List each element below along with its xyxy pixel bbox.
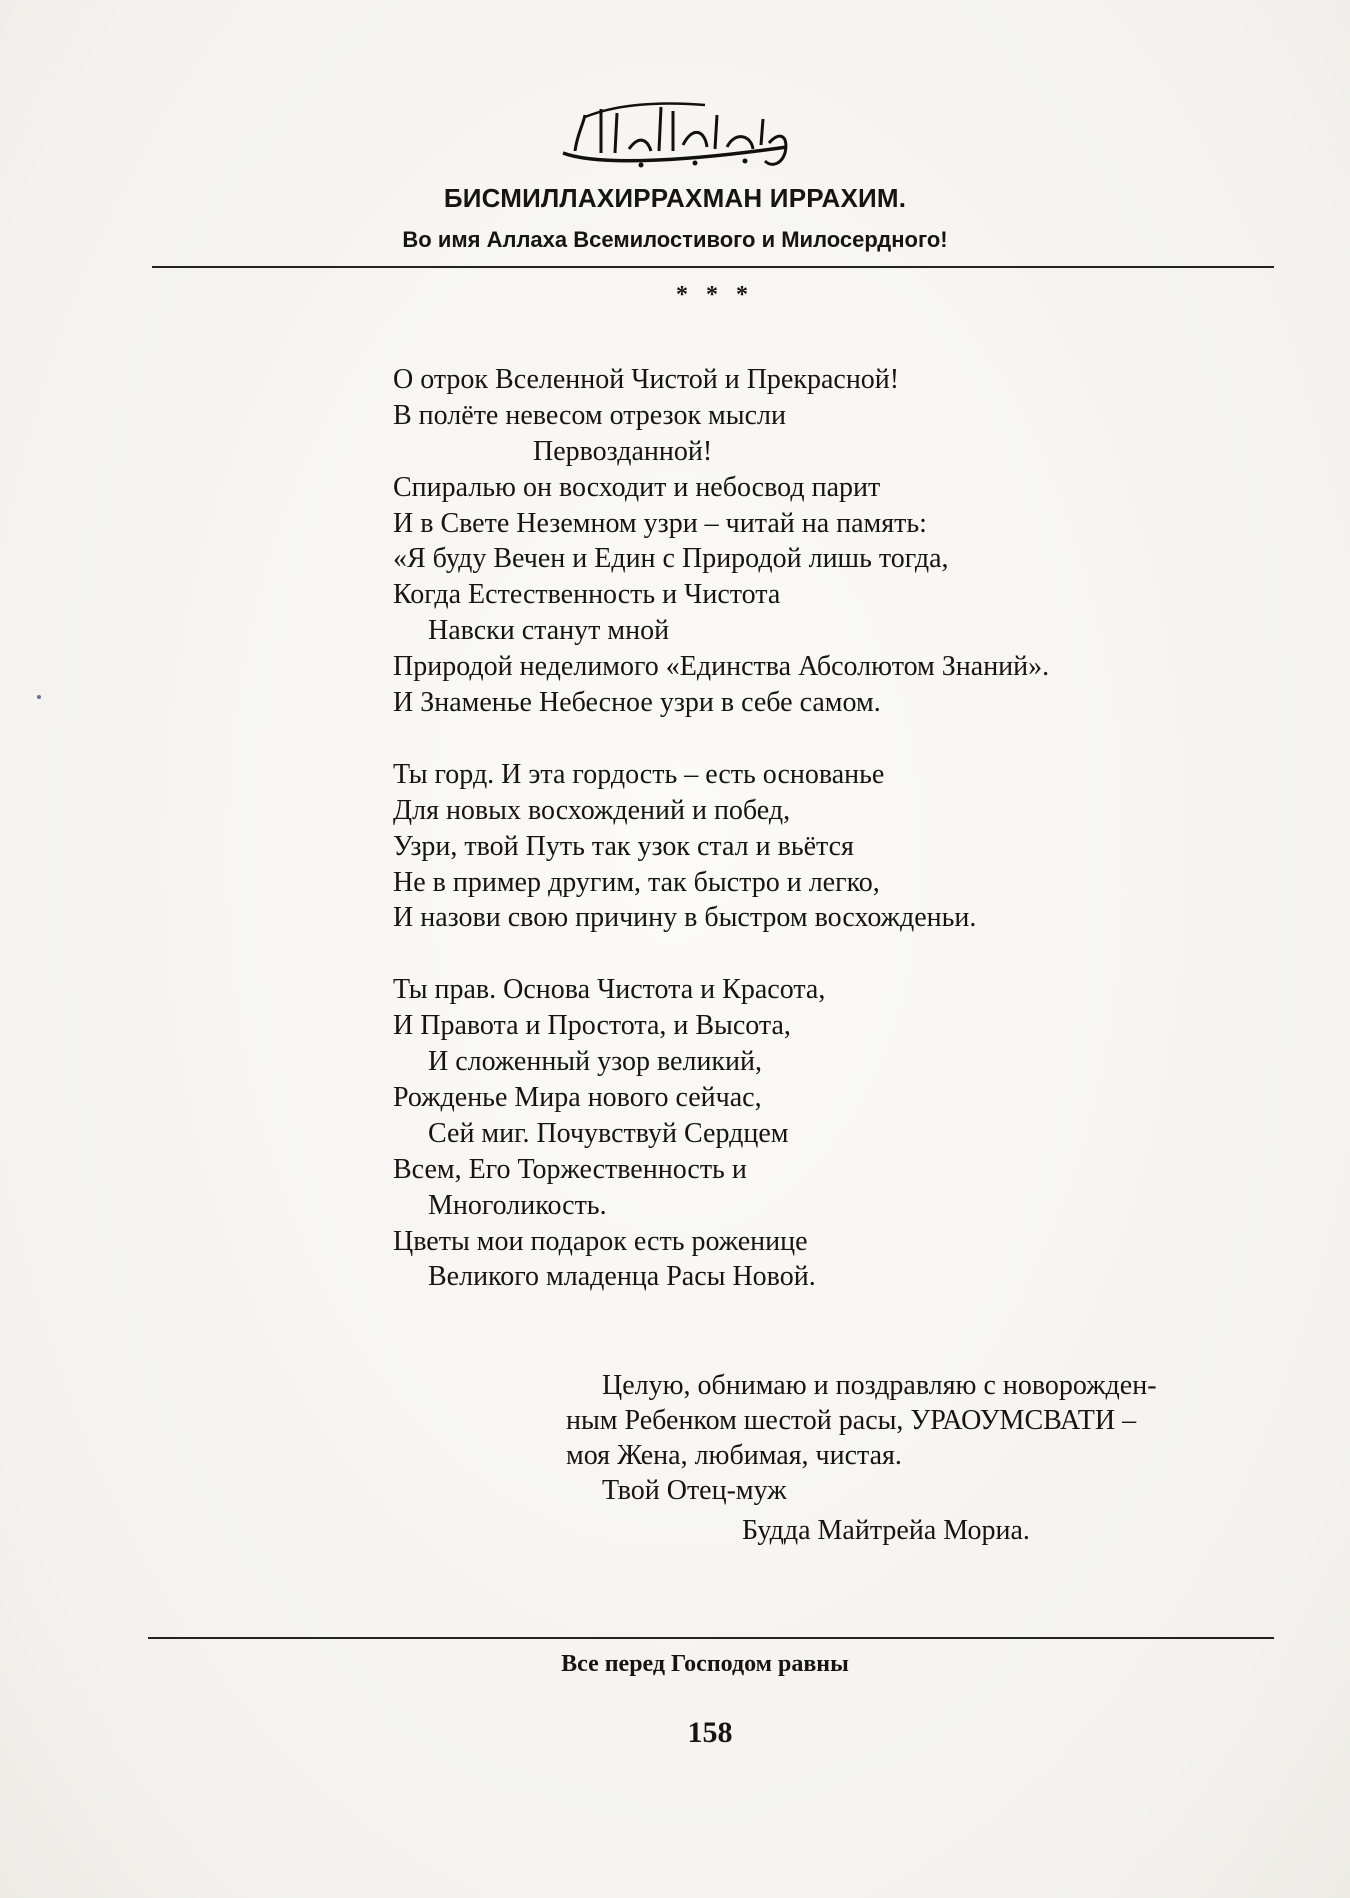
poem-line: Навски станут мной <box>393 615 670 647</box>
poem-line: Первозданной! <box>393 435 713 467</box>
signature-line: Твой Отец-муж <box>602 1475 787 1506</box>
poem-line: Великого младенца Расы Новой. <box>393 1261 816 1293</box>
poem-line: Когда Естественность и Чистота <box>393 579 781 611</box>
stanza-gap <box>393 936 1293 972</box>
ornament-stars: * * * <box>676 282 754 308</box>
poem-line: Рожденье Мира нового сейчас, <box>393 1082 762 1114</box>
poem-line: Для новых восхождений и побед, <box>393 794 791 826</box>
greeting-line: Целую, обнимаю и поздравляю с новорожден- <box>602 1370 1157 1401</box>
poem-line: Не в пример другим, так быстро и легко, <box>393 866 880 898</box>
poem-line: И Знаменье Небесное узри в себе самом. <box>393 687 881 719</box>
greeting-line: моя Жена, любимая, чистая. <box>566 1440 902 1471</box>
footer-divider <box>148 1637 1274 1639</box>
scan-speck <box>37 695 41 699</box>
poem-line: И Правота и Простота, и Высота, <box>393 1010 791 1042</box>
poem <box>393 362 1293 1295</box>
poem-line: Многоликость. <box>393 1189 607 1221</box>
page-number: 158 <box>687 1716 733 1749</box>
poem-line: О отрок Вселенной Чистой и Прекрасной! <box>393 364 900 395</box>
header-subtitle: Во имя Аллаха Всемилостивого и Милосердного! <box>402 227 948 252</box>
poem-line: Цветы мои подарок есть роженице <box>393 1225 808 1257</box>
header-divider <box>152 266 1274 268</box>
poem-line: Всем, Его Торжественность и <box>393 1153 747 1185</box>
greeting <box>566 1368 1256 1473</box>
poem-line: Ты прав. Основа Чистота и Красота, <box>393 974 826 1006</box>
poem-line: И назови свою причину в быстром восхожденьи. <box>393 902 977 934</box>
poem-line: Узри, твой Путь так узок стал и вьётся <box>393 830 854 862</box>
stanza-gap <box>393 721 1293 757</box>
running-title: Все перед Господом равны <box>561 1651 849 1677</box>
poem-line: И сложенный узор великий, <box>393 1046 763 1078</box>
greeting-line: ным Ребенком шестой расы, УРАОУМСВАТИ – <box>566 1405 1137 1436</box>
poem-line: Сей миг. Почувствуй Сердцем <box>393 1117 789 1149</box>
poem-line: В полёте невесом отрезок мысли <box>393 399 786 431</box>
header-title: БИСМИЛЛАХИРРАХМАН ИРРАХИМ. <box>443 183 907 213</box>
poem-line: Ты горд. И эта гордость – есть основанье <box>393 758 885 790</box>
poem-line: «Я буду Вечен и Един с Природой лишь тогда, <box>393 543 949 575</box>
poem-line: Природой неделимого «Единства Абсолютом Знаний». <box>393 651 1050 683</box>
signature-name: Будда Майтрейа Мориа. <box>742 1515 1030 1546</box>
poem-line: Спиралью он восходит и небосвод парит <box>393 471 881 503</box>
poem-line: И в Свете Неземном узри – читай на память: <box>393 507 927 539</box>
basmala-calligraphy <box>555 95 795 175</box>
